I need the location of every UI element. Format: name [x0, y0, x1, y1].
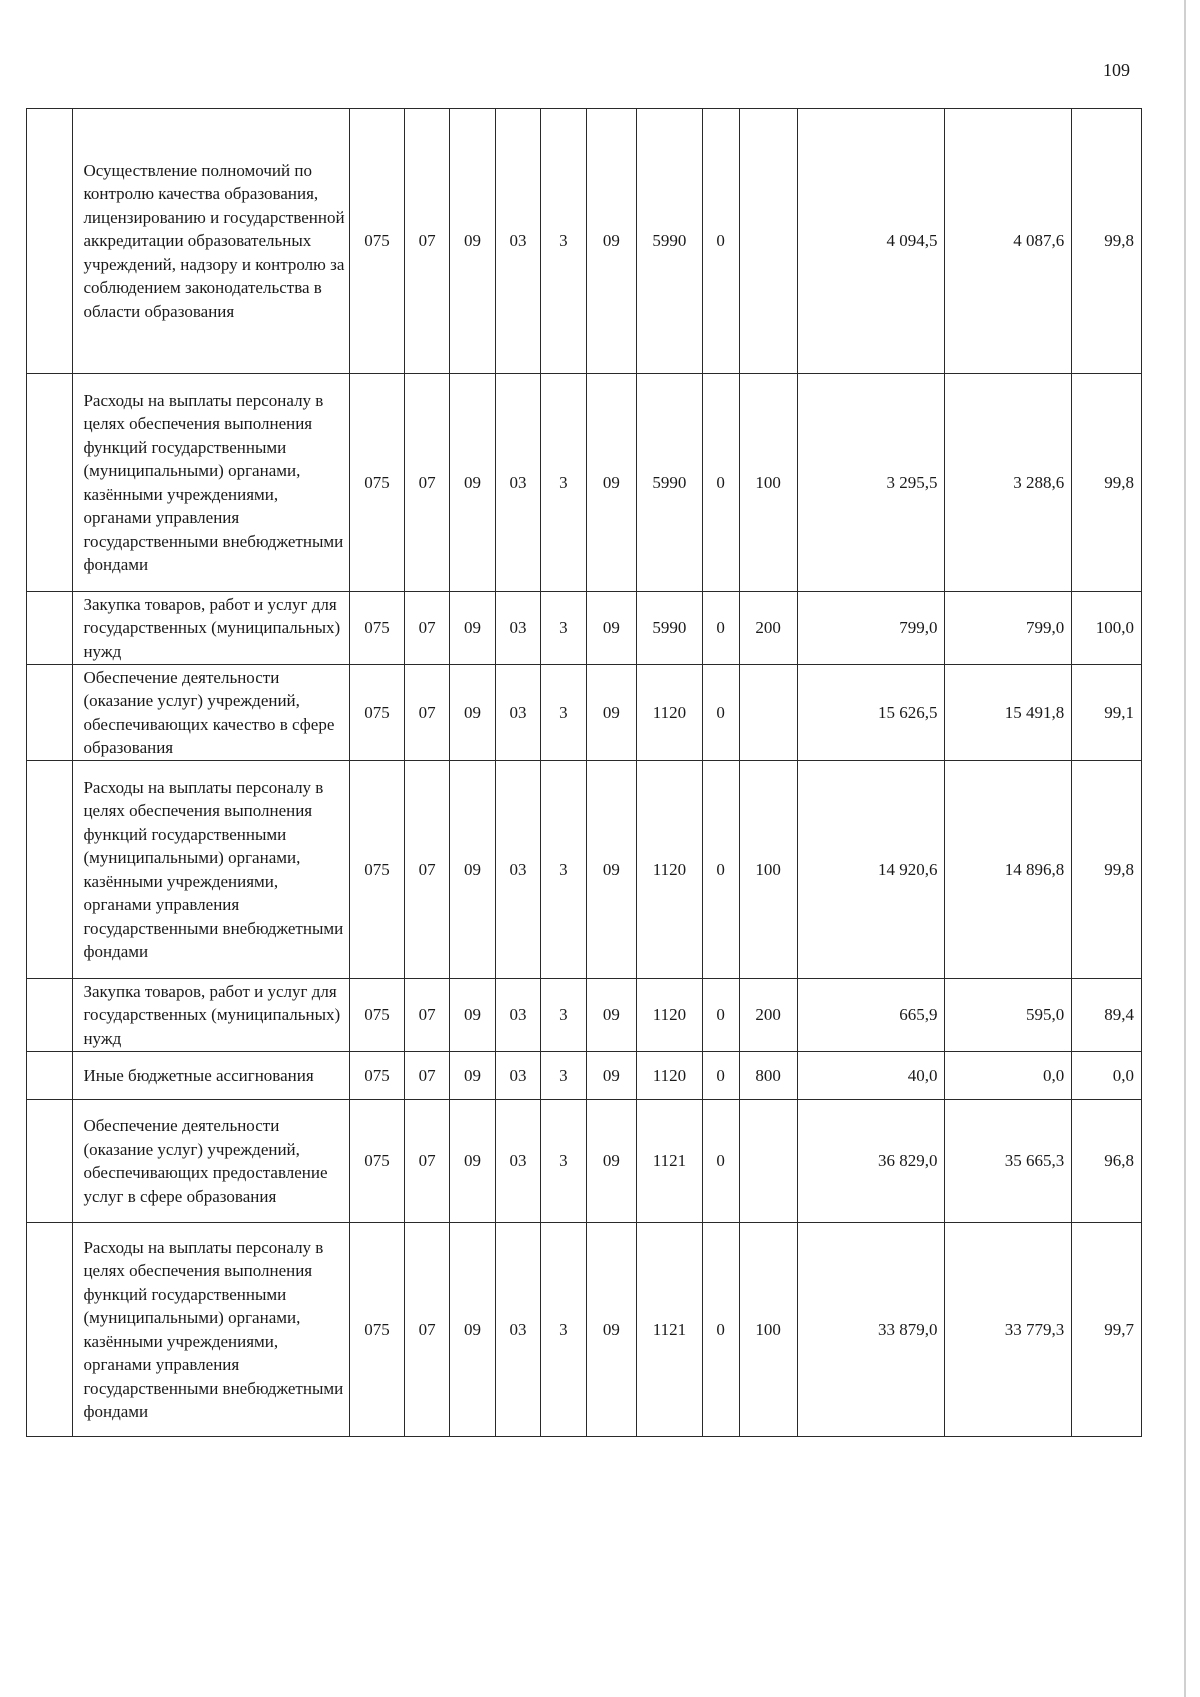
code-section-cell: 07: [404, 1223, 449, 1437]
scan-edge-line: [1184, 0, 1186, 1697]
row-index-cell: [27, 1223, 73, 1437]
code-admin-cell: 075: [350, 665, 405, 761]
expense-name-cell: Расходы на выплаты персоналу в целях обеспечения выполнения функций государственными (муниципальными) органами, казёнными учреждениями, органами управления государственными внебюджетными фондами: [73, 1223, 350, 1437]
code-subsection-cell: 09: [450, 665, 495, 761]
code-main-event-cell: 09: [586, 109, 637, 374]
table-row: [27, 1052, 1142, 1100]
percent-cell: 0,0: [1072, 1052, 1142, 1100]
row-index-cell: [27, 109, 73, 374]
plan-amount-cell: 40,0: [797, 1052, 945, 1100]
code-main-event-cell: 09: [586, 1052, 637, 1100]
row-index-cell: [27, 1052, 73, 1100]
expense-name-cell: Расходы на выплаты персоналу в целях обеспечения выполнения функций государственными (муниципальными) органами, казёнными учреждениями, органами управления государственными внебюджетными фондами: [73, 761, 350, 979]
table-row: [27, 1100, 1142, 1223]
code-section-cell: 07: [404, 665, 449, 761]
code-main-event-cell: 09: [586, 665, 637, 761]
code-direction-cell: 1121: [637, 1223, 702, 1437]
code-subprogram-cell: 3: [541, 665, 586, 761]
plan-amount-cell: 15 626,5: [797, 665, 945, 761]
code-direction-cell: 5990: [637, 592, 702, 665]
code-expense-type-cell: 100: [739, 1223, 797, 1437]
code-direction-suffix-cell: 0: [702, 374, 739, 592]
fact-amount-cell: 15 491,8: [945, 665, 1072, 761]
code-program-cell: 03: [495, 592, 540, 665]
code-main-event-cell: 09: [586, 1100, 637, 1223]
code-program-cell: 03: [495, 109, 540, 374]
code-program-cell: 03: [495, 761, 540, 979]
fact-amount-cell: 3 288,6: [945, 374, 1072, 592]
code-direction-cell: 1120: [637, 665, 702, 761]
code-subsection-cell: 09: [450, 979, 495, 1052]
code-subprogram-cell: 3: [541, 592, 586, 665]
expense-name-cell: Расходы на выплаты персоналу в целях обеспечения выполнения функций государственными (муниципальными) органами, казёнными учреждениями, органами управления государственными внебюджетными фондами: [73, 374, 350, 592]
code-subsection-cell: 09: [450, 1052, 495, 1100]
table-row: [27, 1223, 1142, 1437]
table-row: [27, 374, 1142, 592]
code-program-cell: 03: [495, 1100, 540, 1223]
code-direction-suffix-cell: 0: [702, 1100, 739, 1223]
code-subsection-cell: 09: [450, 761, 495, 979]
code-direction-suffix-cell: 0: [702, 979, 739, 1052]
code-main-event-cell: 09: [586, 374, 637, 592]
plan-amount-cell: 36 829,0: [797, 1100, 945, 1223]
expense-name-cell: Иные бюджетные ассигнования: [73, 1052, 350, 1100]
code-direction-cell: 1120: [637, 979, 702, 1052]
code-subprogram-cell: 3: [541, 374, 586, 592]
expense-name-cell: Закупка товаров, работ и услуг для государственных (муниципальных) нужд: [73, 979, 350, 1052]
code-admin-cell: 075: [350, 1052, 405, 1100]
code-main-event-cell: 09: [586, 979, 637, 1052]
code-admin-cell: 075: [350, 374, 405, 592]
row-index-cell: [27, 1100, 73, 1223]
code-direction-suffix-cell: 0: [702, 761, 739, 979]
code-main-event-cell: 09: [586, 1223, 637, 1437]
fact-amount-cell: 0,0: [945, 1052, 1072, 1100]
code-subsection-cell: 09: [450, 374, 495, 592]
code-direction-suffix-cell: 0: [702, 665, 739, 761]
row-index-cell: [27, 979, 73, 1052]
code-expense-type-cell: [739, 109, 797, 374]
table-row: [27, 109, 1142, 374]
code-subsection-cell: 09: [450, 592, 495, 665]
code-section-cell: 07: [404, 109, 449, 374]
percent-cell: 96,8: [1072, 1100, 1142, 1223]
row-index-cell: [27, 374, 73, 592]
plan-amount-cell: 14 920,6: [797, 761, 945, 979]
code-admin-cell: 075: [350, 979, 405, 1052]
code-direction-suffix-cell: 0: [702, 592, 739, 665]
fact-amount-cell: 14 896,8: [945, 761, 1072, 979]
code-direction-cell: 5990: [637, 109, 702, 374]
code-direction-suffix-cell: 0: [702, 109, 739, 374]
code-section-cell: 07: [404, 761, 449, 979]
code-subprogram-cell: 3: [541, 1052, 586, 1100]
code-subprogram-cell: 3: [541, 1223, 586, 1437]
code-subsection-cell: 09: [450, 109, 495, 374]
code-expense-type-cell: 800: [739, 1052, 797, 1100]
code-program-cell: 03: [495, 1223, 540, 1437]
code-expense-type-cell: [739, 1100, 797, 1223]
expense-name-cell: Осуществление полномочий по контролю качества образования, лицензированию и государственной аккредитации образовательных учреждений, надзору и контролю за соблюдением законодательства в области образования: [73, 109, 350, 374]
table-row: [27, 761, 1142, 979]
code-section-cell: 07: [404, 592, 449, 665]
code-expense-type-cell: 100: [739, 374, 797, 592]
fact-amount-cell: 799,0: [945, 592, 1072, 665]
plan-amount-cell: 3 295,5: [797, 374, 945, 592]
code-direction-suffix-cell: 0: [702, 1223, 739, 1437]
percent-cell: 89,4: [1072, 979, 1142, 1052]
code-direction-cell: 1120: [637, 1052, 702, 1100]
code-admin-cell: 075: [350, 592, 405, 665]
code-admin-cell: 075: [350, 109, 405, 374]
code-subsection-cell: 09: [450, 1100, 495, 1223]
plan-amount-cell: 33 879,0: [797, 1223, 945, 1437]
code-section-cell: 07: [404, 979, 449, 1052]
percent-cell: 100,0: [1072, 592, 1142, 665]
plan-amount-cell: 4 094,5: [797, 109, 945, 374]
table-row: [27, 592, 1142, 665]
code-subsection-cell: 09: [450, 1223, 495, 1437]
table-row: [27, 979, 1142, 1052]
code-expense-type-cell: 200: [739, 592, 797, 665]
code-program-cell: 03: [495, 374, 540, 592]
code-subprogram-cell: 3: [541, 761, 586, 979]
percent-cell: 99,8: [1072, 109, 1142, 374]
percent-cell: 99,8: [1072, 374, 1142, 592]
code-program-cell: 03: [495, 979, 540, 1052]
fact-amount-cell: 4 087,6: [945, 109, 1072, 374]
table-row: [27, 665, 1142, 761]
fact-amount-cell: 595,0: [945, 979, 1072, 1052]
code-admin-cell: 075: [350, 761, 405, 979]
code-program-cell: 03: [495, 665, 540, 761]
row-index-cell: [27, 665, 73, 761]
code-admin-cell: 075: [350, 1223, 405, 1437]
code-expense-type-cell: [739, 665, 797, 761]
expense-name-cell: Обеспечение деятельности (оказание услуг) учреждений, обеспечивающих предоставление услуг в сфере образования: [73, 1100, 350, 1223]
code-subprogram-cell: 3: [541, 1100, 586, 1223]
code-section-cell: 07: [404, 1052, 449, 1100]
expense-name-cell: Обеспечение деятельности (оказание услуг) учреждений, обеспечивающих качество в сфере образования: [73, 665, 350, 761]
code-direction-cell: 1120: [637, 761, 702, 979]
page-number: 109: [1103, 60, 1130, 80]
percent-cell: 99,8: [1072, 761, 1142, 979]
code-expense-type-cell: 200: [739, 979, 797, 1052]
row-index-cell: [27, 592, 73, 665]
code-main-event-cell: 09: [586, 761, 637, 979]
row-index-cell: [27, 761, 73, 979]
code-section-cell: 07: [404, 374, 449, 592]
percent-cell: 99,7: [1072, 1223, 1142, 1437]
code-expense-type-cell: 100: [739, 761, 797, 979]
plan-amount-cell: 665,9: [797, 979, 945, 1052]
code-subprogram-cell: 3: [541, 979, 586, 1052]
code-direction-suffix-cell: 0: [702, 1052, 739, 1100]
code-subprogram-cell: 3: [541, 109, 586, 374]
code-main-event-cell: 09: [586, 592, 637, 665]
expense-name-cell: Закупка товаров, работ и услуг для государственных (муниципальных) нужд: [73, 592, 350, 665]
code-admin-cell: 075: [350, 1100, 405, 1223]
plan-amount-cell: 799,0: [797, 592, 945, 665]
code-section-cell: 07: [404, 1100, 449, 1223]
fact-amount-cell: 35 665,3: [945, 1100, 1072, 1223]
percent-cell: 99,1: [1072, 665, 1142, 761]
budget-table: [26, 108, 1142, 1437]
code-program-cell: 03: [495, 1052, 540, 1100]
code-direction-cell: 5990: [637, 374, 702, 592]
fact-amount-cell: 33 779,3: [945, 1223, 1072, 1437]
code-direction-cell: 1121: [637, 1100, 702, 1223]
